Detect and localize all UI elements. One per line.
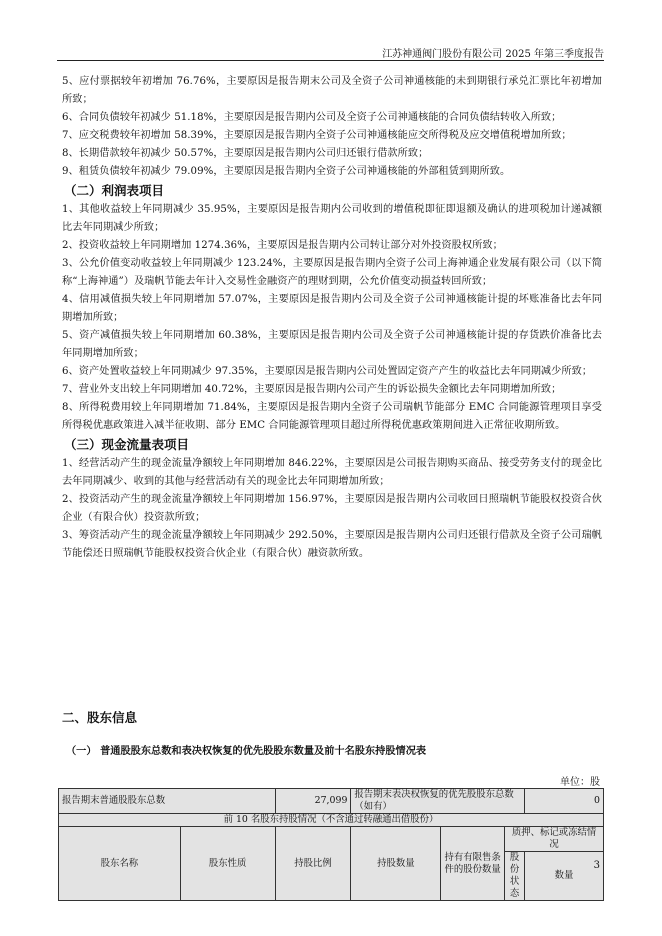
list-item: 1、其他收益较上年同期减少 35.95%，主要原因是报告期内公司收到的增值税即征即退额及确认的进项税加计递减额比去年同期减少所致； — [62, 204, 602, 233]
top10-caption: 前 10 名股东持股情况（不含通过转融通出借股份） — [59, 814, 604, 827]
list-item: 5、应付票据较年初增加 76.76%，主要原因是报告期末公司及全资子公司神通核能的未到期银行承兑汇票比年初增加所致； — [62, 76, 602, 105]
list-item: 1、经营活动产生的现金流量净额较上年同期增加 846.22%，主要原因是公司报告期购买商品、接受劳务支付的现金比去年同期减少、收到的其他与经营活动有关的现金比去年同期增加所致； — [62, 458, 602, 487]
header-rule — [57, 60, 604, 61]
list-item: 7、应交税费较年初增加 58.39%，主要原因是报告期内全资子公司神通核能应交所得税及应交增值税增加所致； — [62, 130, 572, 141]
col-header-restricted-line2: 件的股份数量 — [444, 863, 501, 875]
col-header-pledge: 质押、标记或冻结情况 — [505, 827, 604, 852]
col-header-name: 股东名称 — [59, 827, 181, 901]
total-holders-value: 27,099 — [275, 789, 351, 814]
list-item: 7、营业外支出较上年同期增加 40.72%，主要原因是报告期内公司产生的诉讼损失金额比去年同期增加所致； — [62, 384, 562, 395]
profit-items — [62, 201, 602, 435]
pref-holders-label: 报告期末表决权恢复的优先股股东总数（如有） — [351, 789, 525, 814]
pref-holders-value: 0 — [525, 789, 604, 814]
cashflow-heading: （三）现金流量表项目 — [64, 437, 190, 452]
col-header-share-status: 股份状态 — [505, 852, 525, 901]
col-header-ratio: 持股比例 — [275, 827, 351, 901]
running-header: 江苏神通阀门股份有限公司 2025 年第三季度报告 — [382, 49, 604, 60]
list-item: 8、长期借款较年初减少 50.57%，主要原因是报告期内公司归还银行借款所致； — [62, 148, 429, 159]
list-item: 3、公允价值变动收益较上年同期减少 123.24%，主要原因是报告期内全资子公司上海神通企业发展有限公司（以下简称“上海神通”）及瑞帆节能去年计入交易性金融资产的理财到期，公允价值变动损益转回所致； — [62, 258, 602, 287]
list-item: 4、信用减值损失较上年同期增加 57.07%，主要原因是报告期内公司及全资子公司神通核能计提的坏账准备比去年同期增加所致； — [62, 294, 602, 323]
table-row — [59, 789, 604, 814]
total-holders-label: 报告期末普通股股东总数 — [59, 789, 276, 814]
shareholder-table — [58, 788, 604, 901]
list-item: 9、租赁负债较年初减少 79.09%，主要原因是报告期内全资子公司神通核能的外部租赁到期所致。 — [62, 166, 511, 177]
profit-heading: （二）利润表项目 — [64, 183, 165, 198]
cashflow-items — [62, 455, 602, 563]
section-subtitle: （一） 普通股股东总数和表决权恢复的优先股股东数量及前十名股东持股情况表 — [66, 746, 427, 757]
table-row — [59, 814, 604, 827]
unit-label: 单位：股 — [560, 777, 600, 788]
list-item: 2、投资活动产生的现金流量净额较上年同期增加 156.97%，主要原因是报告期内公司收回日照瑞帆节能股权投资合伙企业（有限合伙）投资款所致； — [62, 494, 602, 523]
list-item: 6、资产处置收益较上年同期减少 97.35%，主要原因是报告期内公司处置固定资产产生的收益比去年同期减少所致； — [62, 366, 593, 377]
list-item: 5、资产减值损失较上年同期增加 60.38%，主要原因是报告期内公司及全资子公司神通核能计提的存货跌价准备比去年同期增加所致； — [62, 330, 602, 359]
col-header-quantity: 持股数量 — [351, 827, 441, 901]
page-number: 3 — [593, 860, 600, 871]
list-item: 3、筹资活动产生的现金流量净额较上年同期减少 292.50%，主要原因是报告期内公司归还银行借款及全资子公司瑞帆节能偿还日照瑞帆节能股权投资合伙企业（有限合伙）融资款所致。 — [62, 530, 602, 559]
list-item: 2、投资收益较上年同期增加 1274.36%，主要原因是报告期内公司转让部分对外投资股权所致； — [62, 240, 503, 251]
col-header-restricted-line1: 持有有限售条 — [444, 851, 501, 863]
col-header-restricted — [441, 827, 505, 901]
table-header-row — [59, 827, 604, 852]
main-content — [62, 73, 602, 563]
col-header-pledge-qty: 数量 — [525, 852, 604, 901]
list-item: 8、所得税费用较上年同期增加 71.84%，主要原因是报告期内全资子公司瑞帆节能部分 EMC 合同能源管理项目享受所得税优惠政策进入减半征收期、部分 EMC 合同能源管理项目超过所得税优惠政策期间进入正常征收期所致。 — [62, 402, 602, 431]
list-item: 6、合同负债较年初减少 51.18%，主要原因是报告期内公司及全资子公司神通核能的合同负债结转收入所致； — [62, 112, 562, 123]
balance-sheet-items — [62, 73, 602, 181]
col-header-nature: 股东性质 — [180, 827, 275, 901]
section-title: 二、股东信息 — [62, 710, 138, 725]
